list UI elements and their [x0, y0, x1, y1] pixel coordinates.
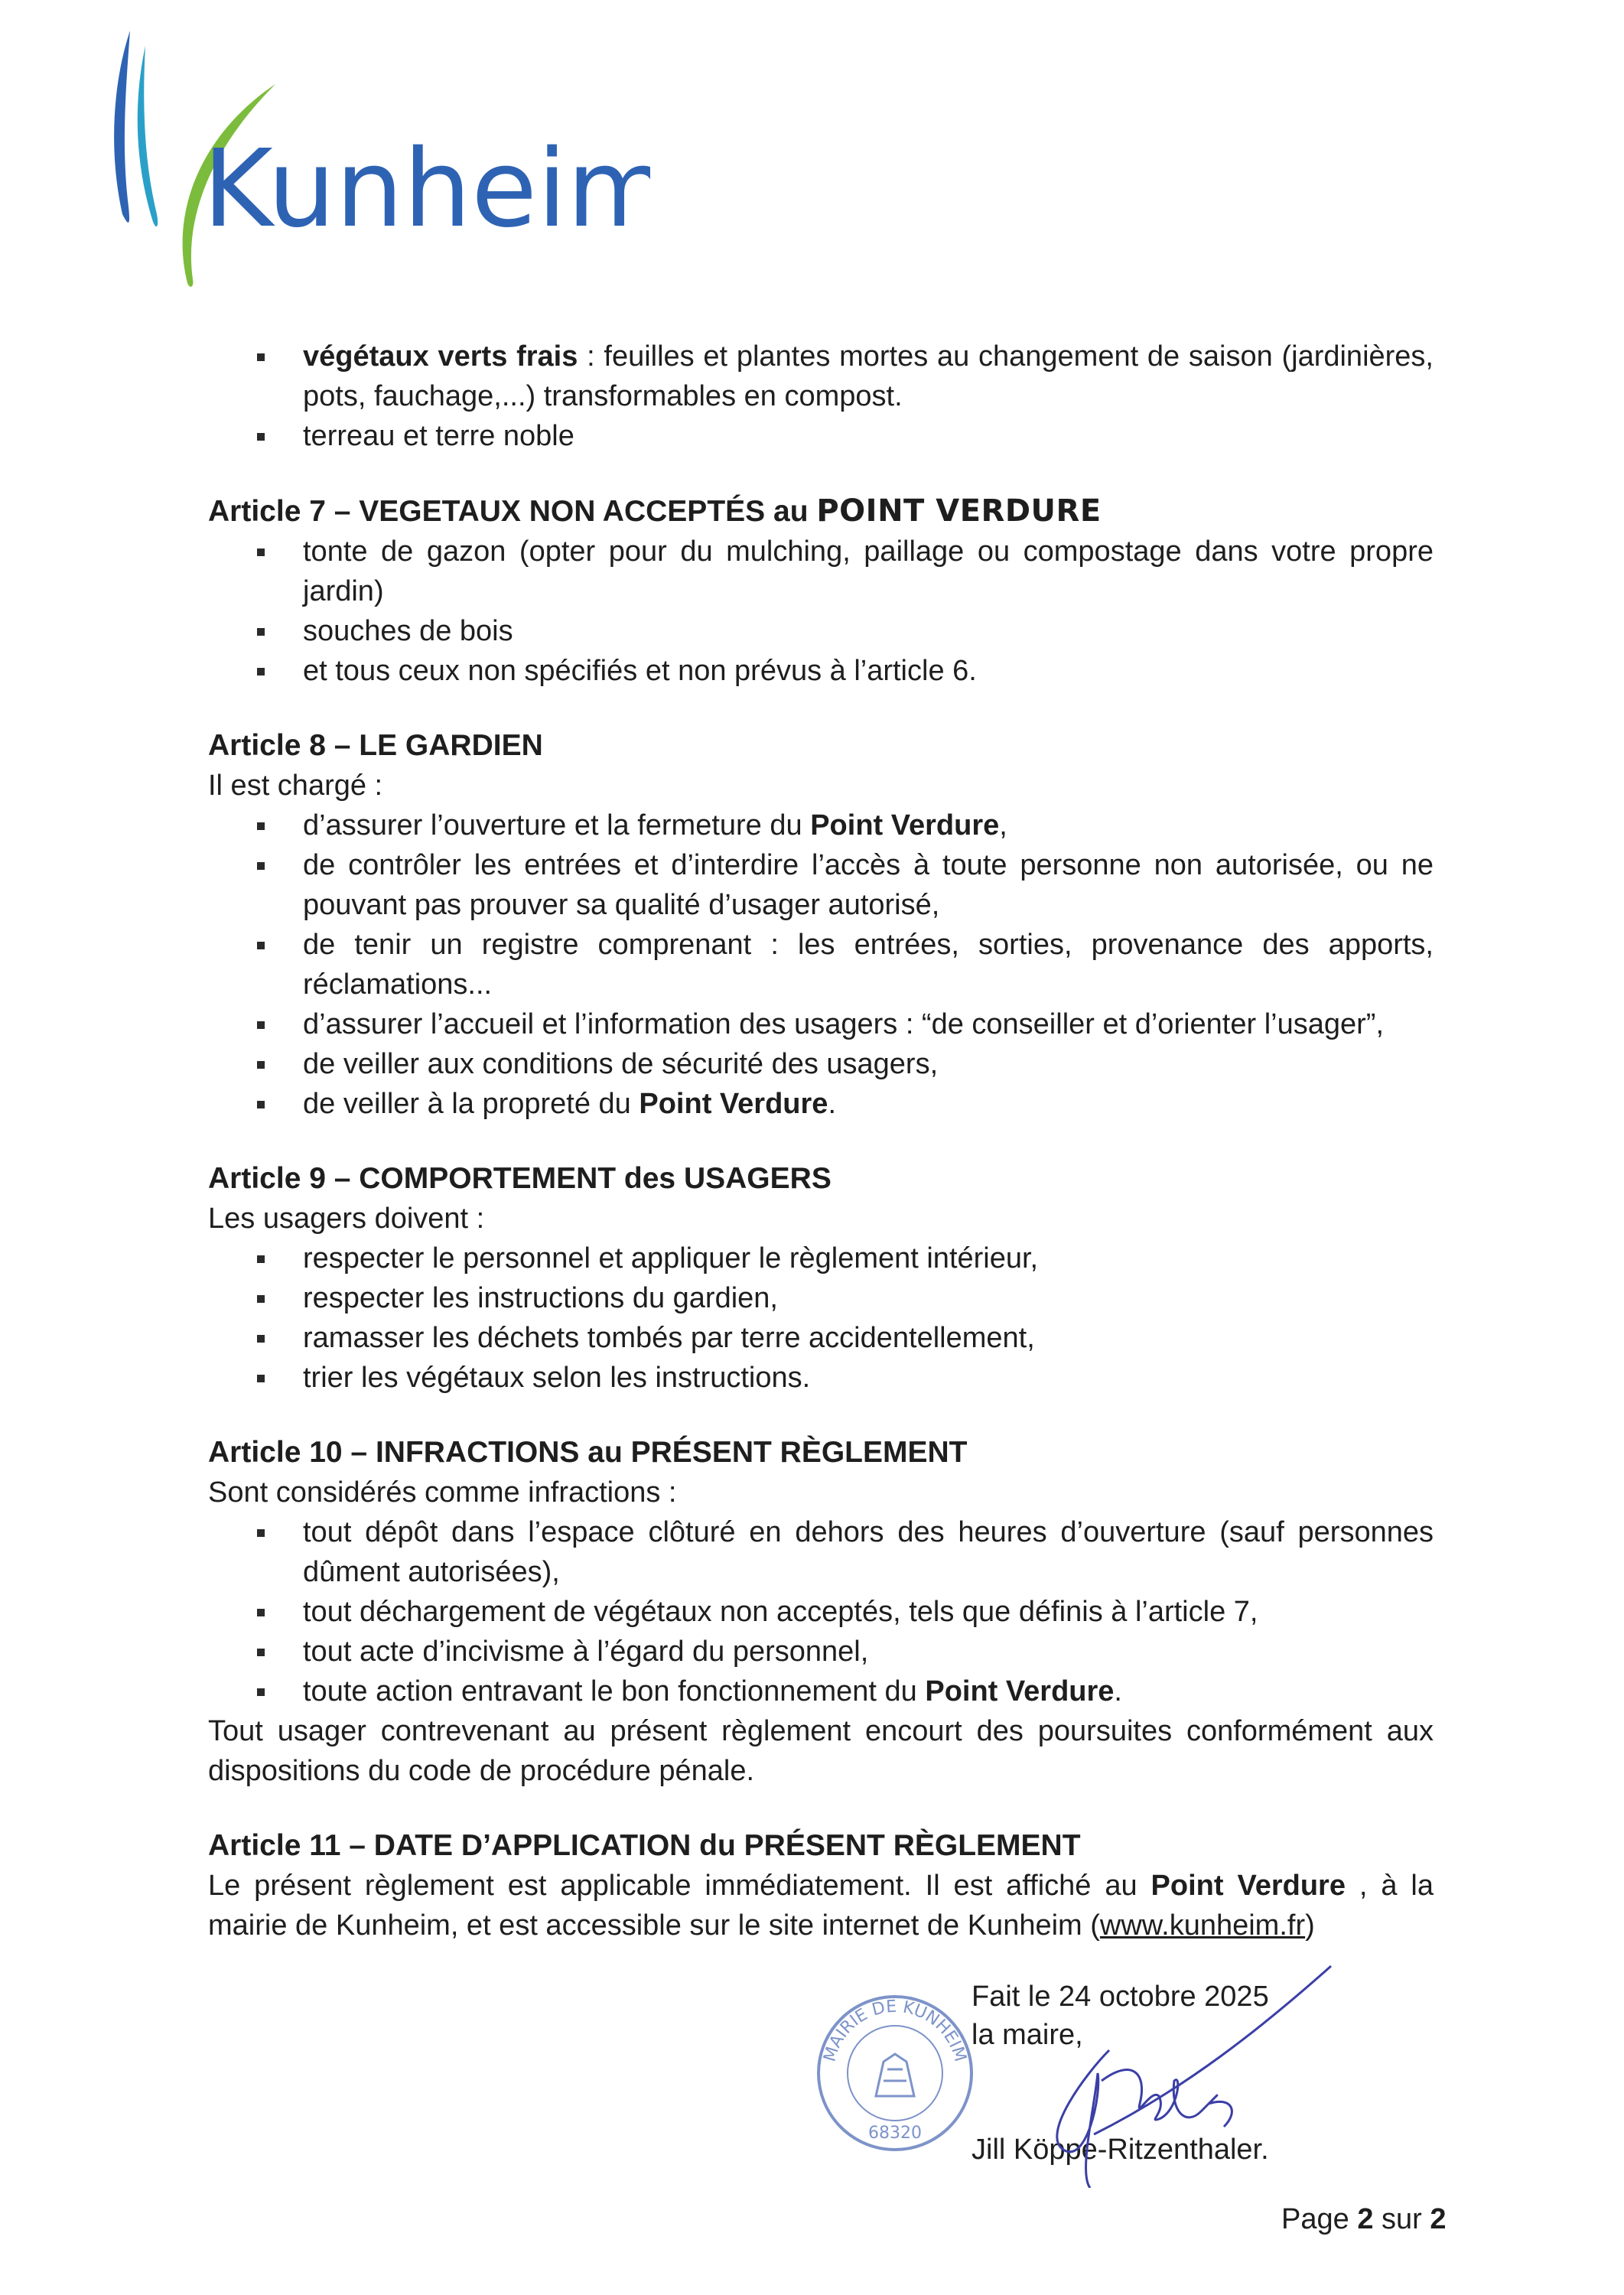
list-item: tonte de gazon (opter pour du mulching, paillage ou compostage dans votre propre jardin)	[208, 532, 1434, 611]
list-item: de contrôler les entrées et d’interdire l’accès à toute personne non autorisée, ou ne pouvant pas prouver sa qualité d’usager autorisé,	[208, 845, 1434, 925]
signature-date: Fait le 24 octobre 2025	[971, 1981, 1269, 2013]
document-body	[208, 337, 1434, 1945]
article-10-conclusion: Tout usager contrevenant au présent règlement encourt des poursuites conformément aux dispositions du code de procédure pénale.	[208, 1715, 1434, 1787]
list-item: toute action entravant le bon fonctionnement du Point Verdure.	[208, 1672, 1434, 1711]
page-number: Page 2 sur 2	[1281, 2203, 1447, 2235]
article-7-list	[208, 532, 1434, 691]
article-11-title: Article 11 – DATE D’APPLICATION du PRÉSENT RÈGLEMENT	[208, 1829, 1081, 1862]
list-item: de veiller à la propreté du Point Verdure.	[208, 1084, 1434, 1124]
list-item: trier les végétaux selon les instructions.	[208, 1358, 1434, 1398]
list-item: ramasser les déchets tombés par terre accidentellement,	[208, 1318, 1434, 1358]
mairie-seal-icon	[811, 1989, 979, 2157]
article-8-intro: Il est chargé :	[208, 770, 383, 802]
list-item: de veiller aux conditions de sécurité des usagers,	[208, 1044, 1434, 1084]
list-item: d’assurer l’accueil et l’information des usagers : “de conseiller et d’orienter l’usager”,	[208, 1004, 1434, 1044]
article-9-intro: Les usagers doivent :	[208, 1203, 485, 1235]
list-item: tout acte d’incivisme à l’égard du personnel,	[208, 1632, 1434, 1672]
signature-name: Jill Köppe-Ritzenthaler.	[971, 2134, 1269, 2166]
intro-list	[208, 337, 1434, 456]
article-8-list	[208, 806, 1434, 1124]
article-9-title: Article 9 – COMPORTEMENT des USAGERS	[208, 1162, 832, 1195]
article-10-intro: Sont considérés comme infractions :	[208, 1476, 677, 1509]
logo-swoosh-icon	[99, 31, 650, 291]
list-item: souches de bois	[208, 611, 1434, 651]
handwritten-signature-icon	[994, 1958, 1346, 2188]
list-item: d’assurer l’ouverture et la fermeture du Point Verdure,	[208, 806, 1434, 845]
website-link[interactable]: www.kunheim.fr	[1099, 1909, 1306, 1942]
kunheim-logo	[99, 31, 650, 291]
list-item: tout déchargement de végétaux non acceptés, tels que définis à l’article 7,	[208, 1592, 1434, 1632]
svg-text:MAIRIE DE KUNHEIM: MAIRIE DE KUNHEIM	[820, 1997, 970, 2064]
svg-text:68320: 68320	[868, 2124, 922, 2143]
list-item: de tenir un registre comprenant : les entrées, sorties, provenance des apports, réclamations...	[208, 925, 1434, 1004]
list-item: végétaux verts frais : feuilles et plantes mortes au changement de saison (jardinières, pots, fauchage,...) transformables en compost.	[208, 337, 1434, 416]
article-8-title: Article 8 – LE GARDIEN	[208, 729, 543, 762]
article-10-list	[208, 1512, 1434, 1711]
logo-text: Kunheim	[203, 127, 650, 252]
signature-role: la maire,	[971, 2019, 1083, 2051]
list-item: terreau et terre noble	[208, 416, 1434, 456]
article-7-title: Article 7 – VEGETAUX NON ACCEPTÉS au POINT VERDURE	[208, 493, 1102, 529]
list-item: respecter le personnel et appliquer le règlement intérieur,	[208, 1239, 1434, 1278]
article-10-title: Article 10 – INFRACTIONS au PRÉSENT RÈGLEMENT	[208, 1436, 968, 1469]
list-item: et tous ceux non spécifiés et non prévus à l’article 6.	[208, 651, 1434, 691]
list-item: respecter les instructions du gardien,	[208, 1278, 1434, 1318]
article-11-text: Le présent règlement est applicable immédiatement. Il est affiché au Point Verdure , à la mairie de Kunheim, et est accessible sur le site internet de Kunheim (www.kunheim.fr)	[208, 1870, 1434, 1942]
article-9-list	[208, 1239, 1434, 1398]
list-item: tout dépôt dans l’espace clôturé en dehors des heures d’ouverture (sauf personnes dûment autorisées),	[208, 1512, 1434, 1592]
